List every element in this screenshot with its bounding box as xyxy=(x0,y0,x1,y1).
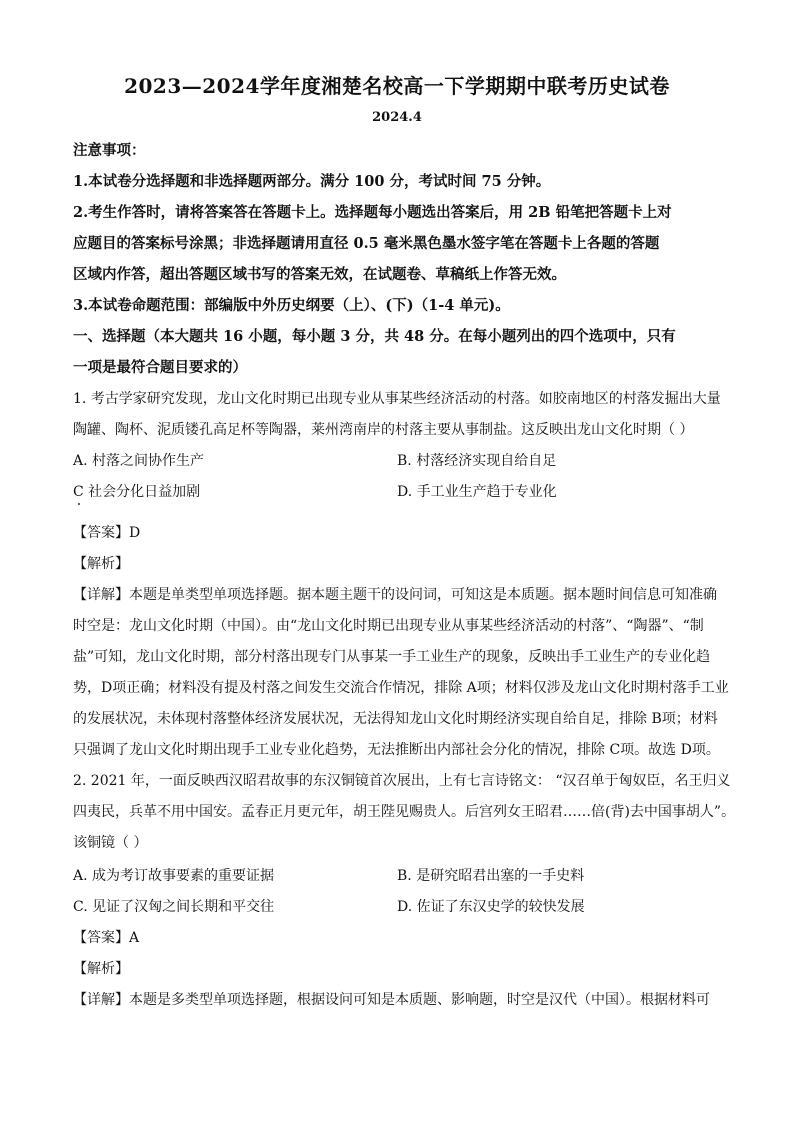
q2-answer: 【答案】A xyxy=(73,930,140,946)
q2-option-b: B. 是研究昭君出塞的一手史料 xyxy=(397,868,585,884)
q1-option-d: D. 手工业生产趋于专业化 xyxy=(397,484,557,500)
q1-detail-line-4: 势，D项正确；材料没有提及村落之间发生交流合作情况，排除 A项；材料仅涉及龙山文化时期村落手工业 xyxy=(73,680,729,696)
q1-stem-line-1: 1. 考古学家研究发现，龙山文化时期已出现专业从事某些经济活动的村落。如胶南地区的村落发掘出大量 xyxy=(73,391,721,407)
section-heading-line-1: 一、选择题（本大题共 16 小题，每小题 3 分，共 48 分。在每小题列出的四个选项中，只有 xyxy=(73,328,676,345)
q1-detail-line-2: 时空是：龙山文化时期（中国）。由“龙山文化时期已出现专业从事某些经济活动的村落”、“陶器”、“制 xyxy=(73,618,704,634)
stray-dot xyxy=(78,503,80,505)
q2-stem-line-2: 四夷民，兵革不用中国安。孟春正月更元年，胡王陛见赐贵人。后宫列女王昭君……倍(背)去中国事胡人”。 xyxy=(73,804,736,820)
q2-analysis-label: 【解析】 xyxy=(73,961,129,977)
q2-detail-line-1: 【详解】本题是多类型单项选择题，根据设问可知是本质题、影响题，时空是汉代（中国）。根据材料可 xyxy=(73,992,710,1008)
notes-heading: 注意事项： xyxy=(73,142,146,159)
q1-stem-line-2: 陶罐、陶杯、泥质镂孔高足杯等陶器，莱州湾南岸的村落主要从事制盐。这反映出龙山文化时期（ ） xyxy=(73,422,694,438)
q1-detail-line-3: 盐”可知，龙山文化时期，部分村落出现专门从事某一手工业生产的现象，反映出手工业生产的专业化趋 xyxy=(73,649,711,665)
exam-title: 2023—2024学年度湘楚名校高一下学期期中联考历史试卷 xyxy=(124,74,670,98)
note-line-2: 2.考生作答时，请将答案答在答题卡上。选择题每小题选出答案后，用 2B 铅笔把答题卡上对 xyxy=(73,204,672,221)
note-line-4: 区域内作答，超出答题区域书写的答案无效，在试题卷、草稿纸上作答无效。 xyxy=(73,266,566,283)
q2-option-c: C. 见证了汉匈之间长期和平交往 xyxy=(73,899,275,915)
note-line-5: 3.本试卷命题范围：部编版中外历史纲要（上）、(下)（1-4 单元)。 xyxy=(73,297,510,314)
note-line-1: 1.本试卷分选择题和非选择题两部分。满分 100 分，考试时间 75 分钟。 xyxy=(73,173,551,190)
q2-stem-line-1: 2. 2021 年，一面反映西汉昭君故事的东汉铜镜首次展出，上有七言诗铭文： “汉召单于匈奴臣，名王归义 xyxy=(73,773,731,789)
q2-option-d: D. 佐证了东汉史学的较快发展 xyxy=(397,899,585,915)
q2-stem-line-3: 该铜镜（ ） xyxy=(73,835,148,851)
q1-detail-line-5: 的发展状况，未体现村落整体经济发展状况，无法得知龙山文化时期经济实现自给自足，排除 B项；材料 xyxy=(73,711,718,727)
section-heading-line-2: 一项是最符合题目要求的） xyxy=(73,359,247,376)
q1-analysis-label: 【解析】 xyxy=(73,556,129,572)
q1-option-c: C 社会分化日益加剧 xyxy=(73,484,201,500)
q2-option-a: A. 成为考订故事要素的重要证据 xyxy=(73,868,275,884)
q1-detail-line-6: 只强调了龙山文化时期出现手工业专业化趋势，无法推断出内部社会分化的情况，排除 C项。故选 D项。 xyxy=(73,742,720,758)
note-line-3: 应题目的答案标号涂黑；非选择题请用直径 0.5 毫米黑色墨水签字笔在答题卡上各题的答题 xyxy=(73,235,660,252)
exam-date: 2024.4 xyxy=(372,110,422,125)
q1-detail-line-1: 【详解】本题是单类型单项选择题。据本题主题干的设问词，可知这是本质题。据本题时间信息可知准确 xyxy=(73,587,717,603)
q1-answer: 【答案】D xyxy=(73,525,141,541)
q1-option-a: A. 村落之间协作生产 xyxy=(73,453,205,469)
q1-option-b: B. 村落经济实现自给自足 xyxy=(397,453,557,469)
